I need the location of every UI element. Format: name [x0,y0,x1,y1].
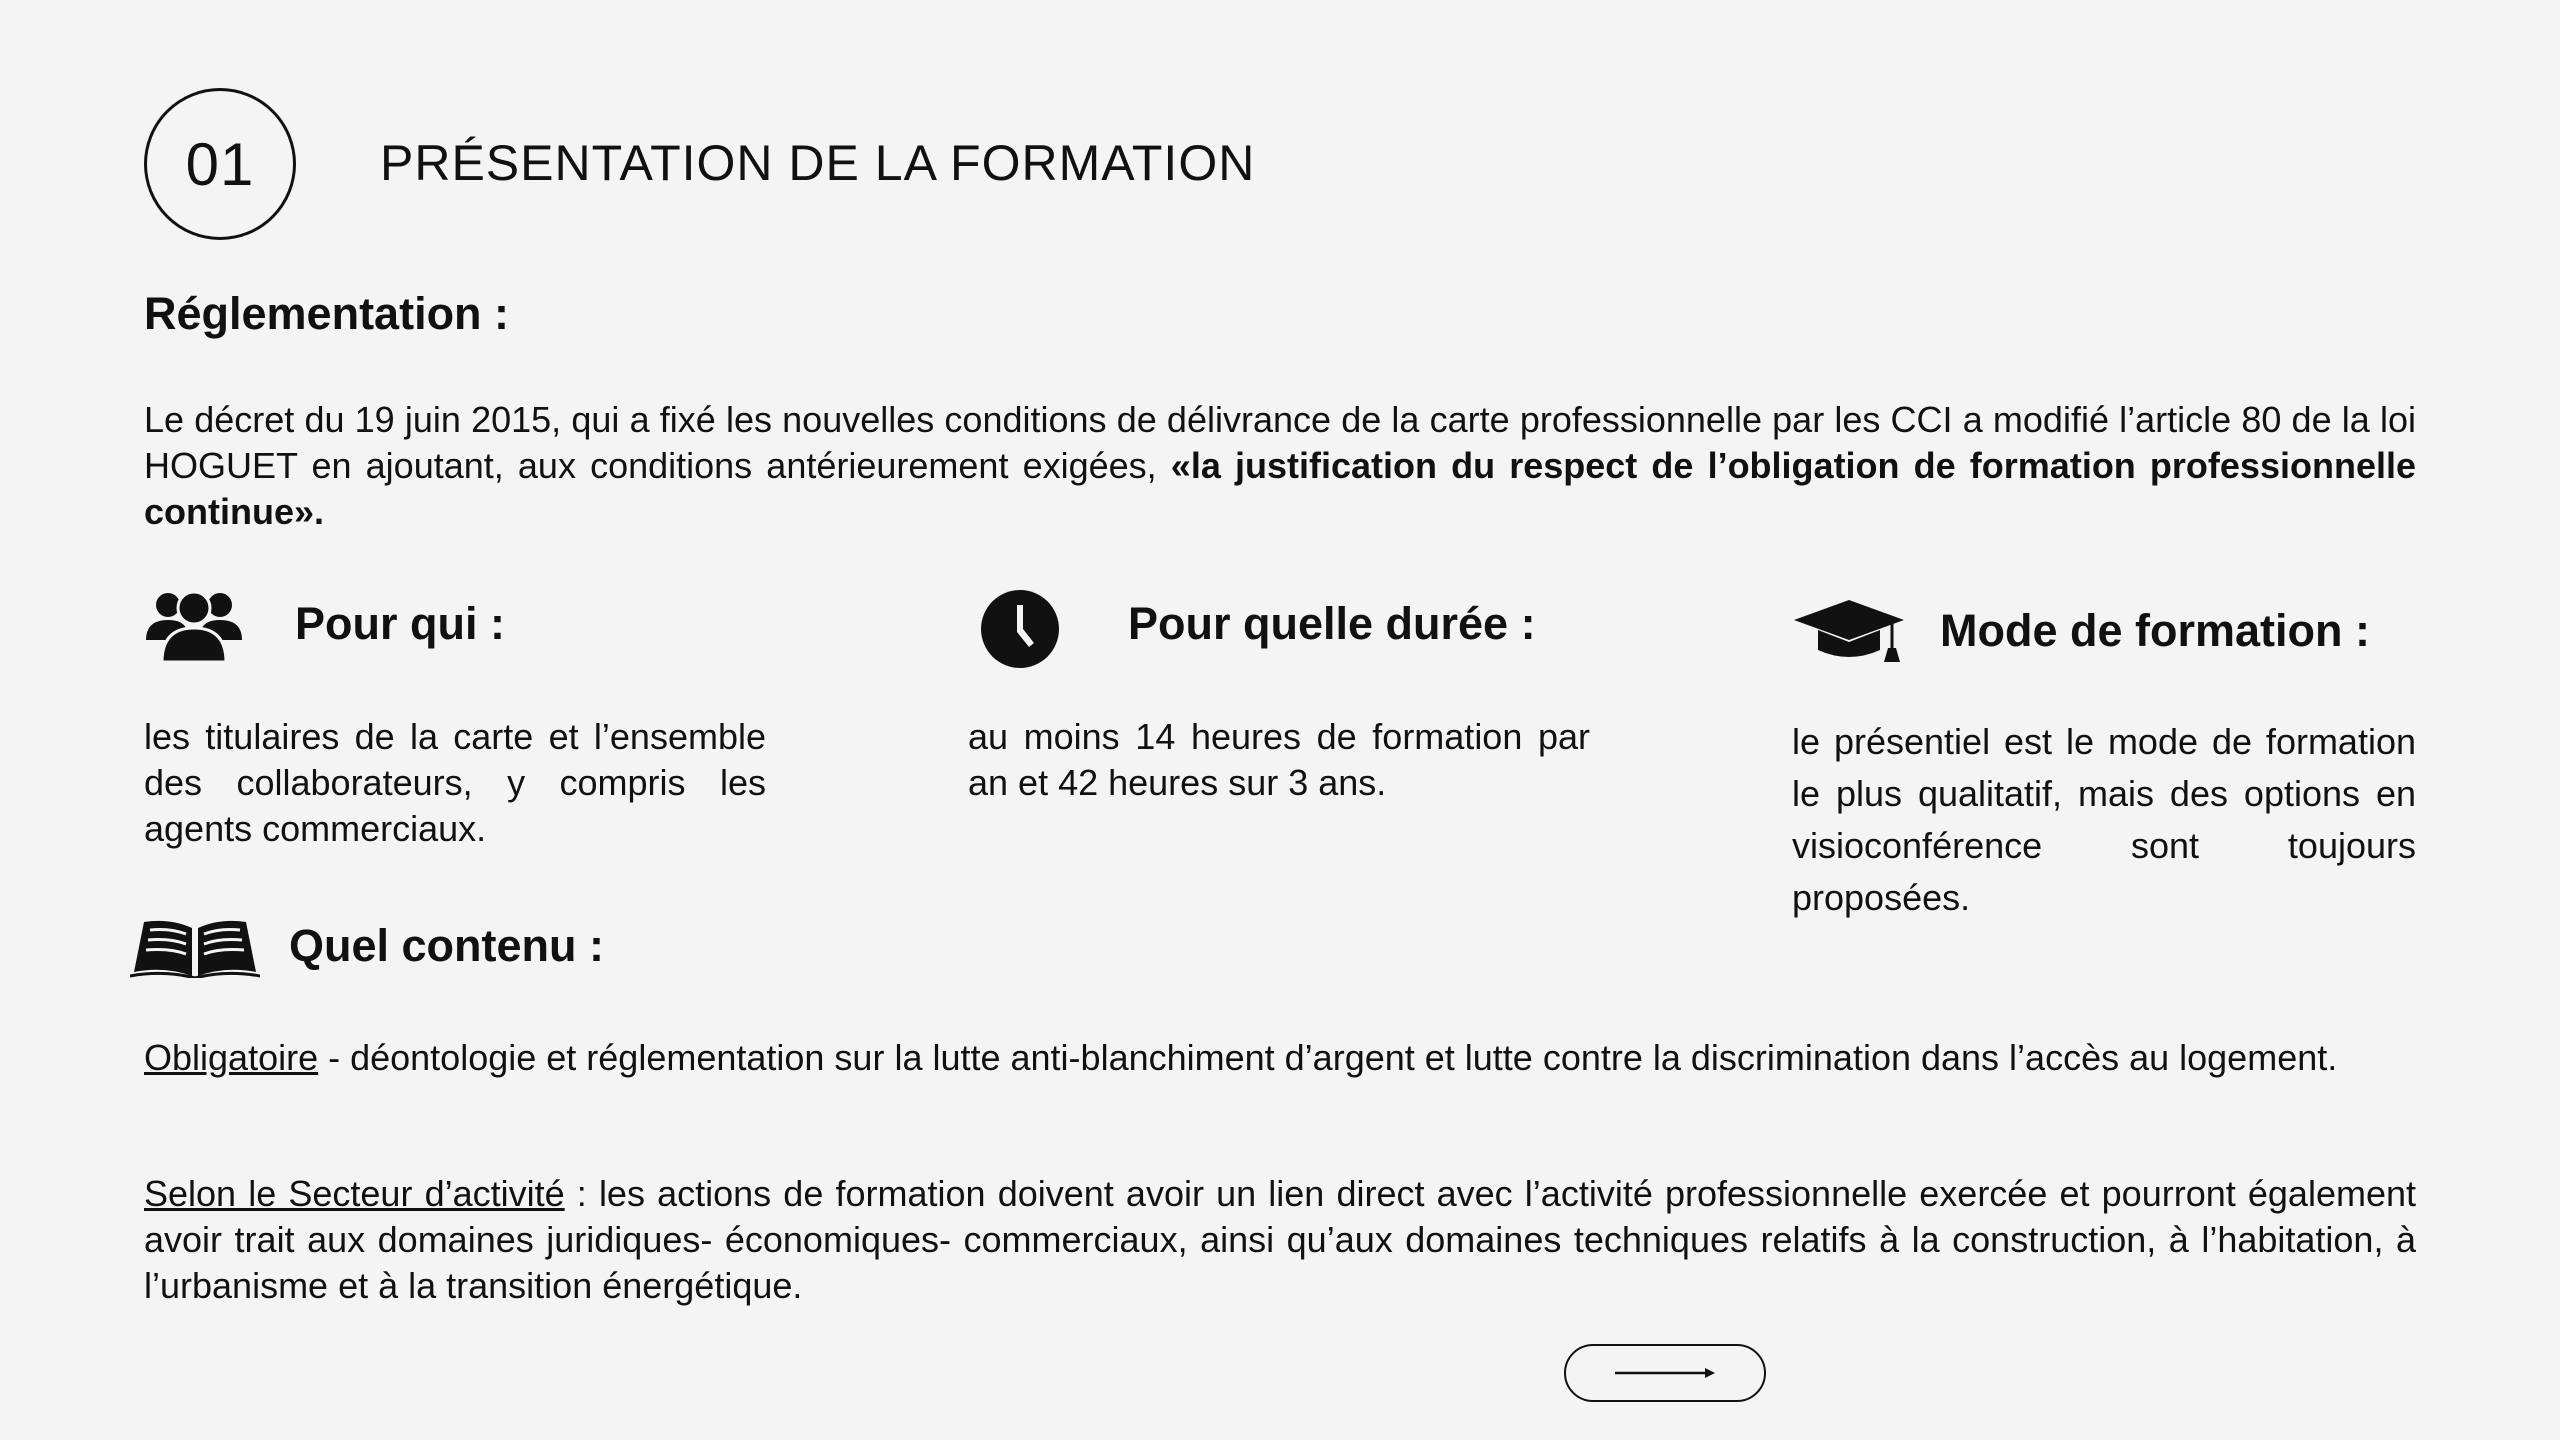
reglementation-paragraph [144,397,2416,535]
contenu-secteur-paragraph [144,1171,2416,1309]
mode-heading: Mode de formation : [1940,605,2370,656]
obligatoire-text: - déontologie et réglementation sur la lutte anti-blanchiment d’argent et lutte contre la discrimination dans l’accès au logement. [318,1037,2338,1078]
duree-text: au moins 14 heures de formation par an et 42 heures sur 3 ans. [968,716,1590,803]
section-number: 01 [185,130,255,198]
arrow-right-icon [1613,1366,1717,1380]
reglementation-heading: Réglementation : [144,288,510,339]
group-icon [142,588,246,662]
secteur-text: : les actions de formation doivent avoir un lien direct avec l’activité professionnelle exercée et pourront également avoir trait aux domaines juridiques- économiques- commerciaux, ainsi qu’aux domaines techniques relatifs à la construction, à l’habitation, à l’urbanisme et à la transition énergétique. [144,1173,2417,1306]
pour-qui-text: les titulaires de la carte et l’ensemble des collaborateurs, y compris les agents commerciaux. [144,716,766,849]
reglementation-bold-text: «la justification du respect de l’obligation de formation professionnelle continue». [144,445,2416,532]
graduation-cap-icon [1792,598,1906,664]
secteur-label: Selon le Secteur d’activité [144,1173,565,1214]
clock-icon [980,589,1060,669]
pour-qui-heading: Pour qui : [295,598,505,649]
section-number-badge [144,88,296,240]
reglementation-text: Le décret du 19 juin 2015, qui a fixé les nouvelles conditions de délivrance de la carte professionnelle par les CCI a modifié l’article 80 de la loi HOGUET en ajoutant, aux conditions antérieurement exigées, [144,399,2416,486]
contenu-obligatoire-paragraph [144,1035,2416,1081]
mode-text: le présentiel est le mode de formation le plus qualitatif, mais des options en visioconférence sont toujours proposées. [1792,721,2416,918]
page-title: PRÉSENTATION DE LA FORMATION [380,135,1256,191]
contenu-heading: Quel contenu : [289,920,604,971]
open-book-icon [130,918,260,978]
next-page-button[interactable] [1564,1344,1766,1402]
obligatoire-label: Obligatoire [144,1037,319,1078]
duree-heading: Pour quelle durée : [1128,598,1536,649]
